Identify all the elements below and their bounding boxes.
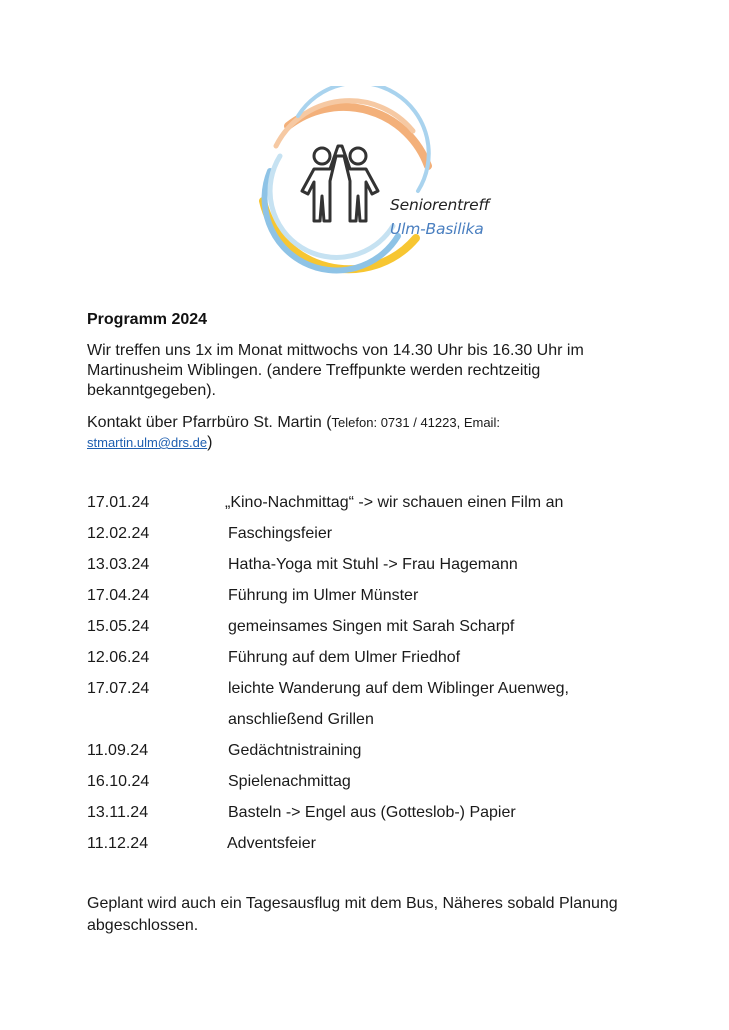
logo-subtitle: Ulm-Basilika (390, 220, 484, 238)
logo-graphic (248, 86, 508, 276)
event-desc: „Kino-Nachmittag“ -> wir schauen einen Film an (225, 494, 564, 511)
two-people-high-five-icon (302, 146, 378, 221)
event-desc: Gedächtnistraining (228, 742, 362, 759)
event-row (87, 616, 687, 647)
event-desc: Hatha-Yoga mit Stuhl -> Frau Hagemann (228, 556, 518, 573)
event-row (87, 523, 687, 554)
event-list (87, 492, 687, 864)
intro-paragraph: Wir treffen uns 1x im Monat mittwochs von 14.30 Uhr bis 16.30 Uhr im Martinusheim Wiblingen. (andere Treffpunkte werden rechtzeitig bekanntgegeben). (87, 342, 584, 399)
event-row (87, 647, 687, 678)
event-row (87, 740, 687, 771)
event-row (87, 678, 687, 709)
event-date: 13.03.24 (87, 556, 150, 573)
event-desc: gemeinsames Singen mit Sarah Scharpf (228, 618, 515, 635)
event-desc: leichte Wanderung auf dem Wiblinger Auenweg, (228, 680, 569, 697)
contact-prefix: Kontakt über Pfarrbüro St. Martin ( (87, 414, 332, 431)
logo (248, 86, 508, 276)
footer-note: Geplant wird auch ein Tagesausflug mit dem Bus, Näheres sobald Planung abgeschlossen. (87, 895, 618, 934)
event-desc: Basteln -> Engel aus (Gotteslob-) Papier (228, 804, 516, 821)
event-desc: Adventsfeier (227, 835, 316, 852)
event-date: 11.09.24 (87, 742, 149, 759)
event-date: 13.11.24 (87, 804, 149, 821)
logo-title: Seniorentreff (390, 196, 490, 214)
event-row (87, 833, 687, 864)
event-row (87, 492, 687, 523)
event-row (87, 554, 687, 585)
contact-suffix: ) (207, 434, 213, 451)
event-date: 17.01.24 (87, 494, 150, 511)
event-date: 11.12.24 (87, 835, 149, 852)
event-desc: Führung im Ulmer Münster (228, 587, 419, 604)
event-desc: Führung auf dem Ulmer Friedhof (228, 649, 461, 666)
event-date: 16.10.24 (87, 773, 150, 790)
event-row (87, 585, 687, 616)
event-row (87, 802, 687, 833)
contact-details: Telefon: 0731 / 41223, Email: (331, 415, 500, 430)
event-row (87, 771, 687, 802)
event-date: 17.07.24 (87, 680, 150, 697)
event-date: 12.06.24 (87, 649, 150, 666)
email-link[interactable]: stmartin.ulm@drs.de (87, 435, 208, 450)
event-date: 15.05.24 (87, 618, 150, 635)
event-date: 12.02.24 (87, 525, 150, 542)
event-desc: anschließend Grillen (228, 711, 374, 728)
event-row-continuation (87, 709, 687, 740)
event-desc: Faschingsfeier (228, 525, 333, 542)
event-desc: Spielenachmittag (228, 773, 351, 790)
contact-paragraph (87, 413, 647, 453)
event-date: 17.04.24 (87, 587, 150, 604)
page-title: Programm 2024 (87, 311, 208, 328)
